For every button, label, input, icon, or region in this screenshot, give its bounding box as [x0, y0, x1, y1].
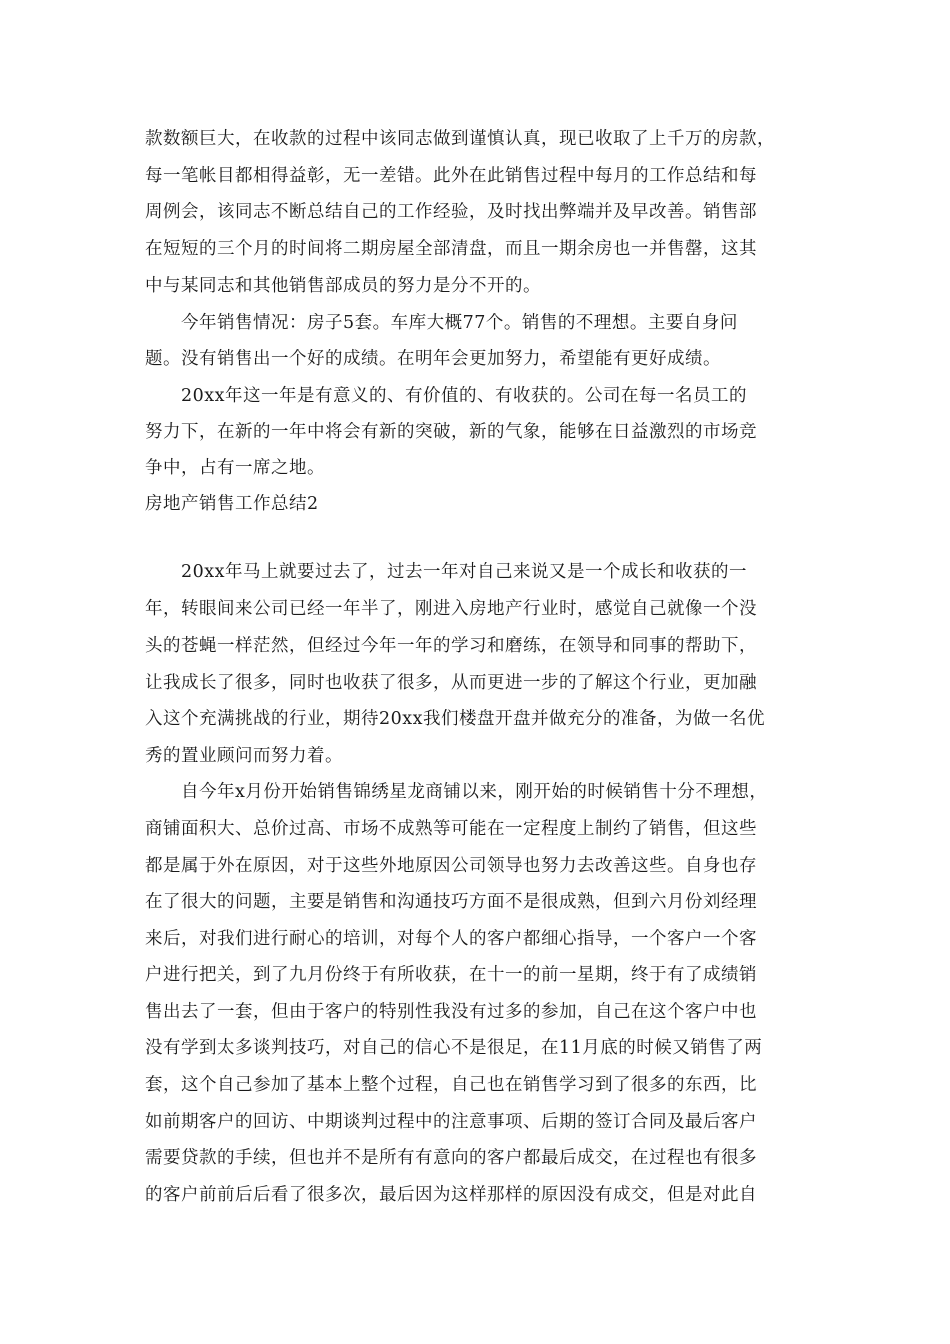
text-line: 如前期客户的回访、中期谈判过程中的注意事项、后期的签订合同及最后客户	[145, 1112, 757, 1132]
text-line: 周例会，该同志不断总结自己的工作经验，及时找出弊端并及早改善。销售部	[145, 202, 757, 222]
text-line: 款数额巨大，在收款的过程中该同志做到谨慎认真，现已收取了上千万的房款，	[145, 129, 775, 149]
text-line: 中与某同志和其他销售部成员的努力是分不开的。	[145, 276, 541, 296]
text-line: 秀的置业顾问而努力着。	[145, 746, 343, 766]
text-line: 争中，占有一席之地。	[145, 458, 325, 478]
text-line: 套，这个自己参加了基本上整个过程，自己也在销售学习到了很多的东西，比	[145, 1075, 757, 1095]
text-line: 户进行把关，到了九月份终于有所收获，在十一的前一星期，终于有了成绩销	[145, 965, 757, 985]
text-line: 20xx年马上就要过去了，过去一年对自己来说又是一个成长和收获的一	[145, 562, 748, 582]
text-line: 入这个充满挑战的行业，期待20xx我们楼盘开盘并做充分的准备，为做一名优	[145, 709, 766, 729]
text-line: 没有学到太多谈判技巧，对自己的信心不是很足，在11月底的时候又销售了两	[145, 1038, 763, 1058]
text-line: 需要贷款的手续，但也并不是所有有意向的客户都最后成交，在过程也有很多	[145, 1148, 757, 1168]
text-line: 商铺面积大、总价过高、市场不成熟等可能在一定程度上制约了销售，但这些	[145, 819, 757, 839]
text-line: 的客户前前后后看了很多次，最后因为这样那样的原因没有成交，但是对此自	[145, 1185, 757, 1205]
text-line: 20xx年这一年是有意义的、有价值的、有收获的。公司在每一名员工的	[145, 386, 748, 406]
text-line: 题。没有销售出一个好的成绩。在明年会更加努力，希望能有更好成绩。	[145, 349, 721, 369]
text-line: 今年销售情况：房子5套。车库大概77个。销售的不理想。主要自身问	[145, 313, 738, 333]
text-line: 都是属于外在原因，对于这些外地原因公司领导也努力去改善这些。自身也存	[145, 856, 757, 876]
text-line: 自今年x月份开始销售锦绣星龙商铺以来，刚开始的时候销售十分不理想，	[145, 782, 768, 802]
text-line: 头的苍蝇一样茫然，但经过今年一年的学习和磨练，在领导和同事的帮助下，	[145, 636, 757, 656]
text-line: 来后，对我们进行耐心的培训，对每个人的客户都细心指导，一个客户一个客	[145, 929, 757, 949]
text-line: 努力下，在新的一年中将会有新的突破，新的气象，能够在日益激烈的市场竞	[145, 422, 757, 442]
text-line: 在了很大的问题，主要是销售和沟通技巧方面不是很成熟，但到六月份刘经理	[145, 892, 757, 912]
text-line: 让我成长了很多，同时也收获了很多，从而更进一步的了解这个行业，更加融	[145, 673, 757, 693]
text-line: 每一笔帐目都相得益彰，无一差错。此外在此销售过程中每月的工作总结和每	[145, 166, 757, 186]
text-line: 售出去了一套，但由于客户的特别性我没有过多的参加，自己在这个客户中也	[145, 1002, 757, 1022]
text-line: 年，转眼间来公司已经一年半了，刚进入房地产行业时，感觉自己就像一个没	[145, 599, 757, 619]
section-heading: 房地产销售工作总结2	[145, 494, 319, 514]
text-line: 在短短的三个月的时间将二期房屋全部清盘，而且一期余房也一并售罄，这其	[145, 239, 757, 259]
